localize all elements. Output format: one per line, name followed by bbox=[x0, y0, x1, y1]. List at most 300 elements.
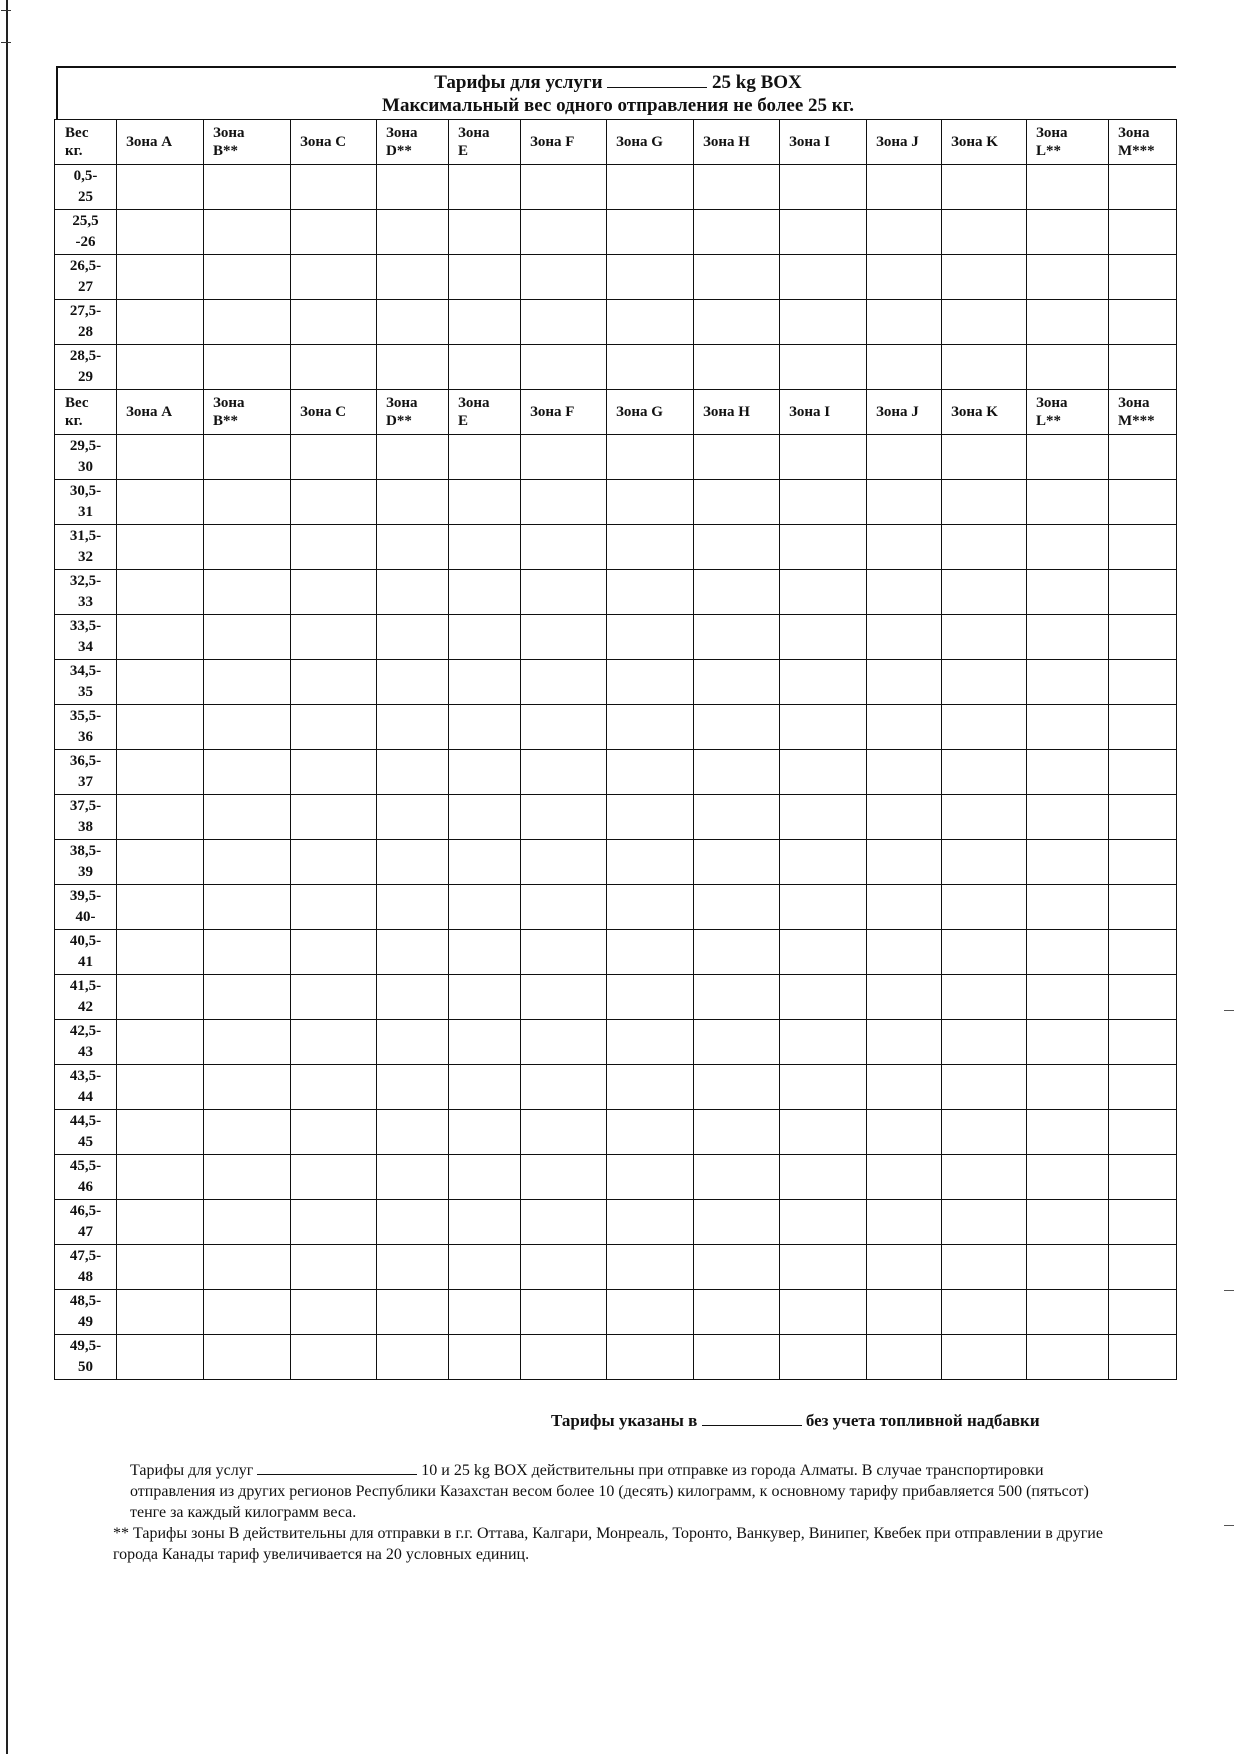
rate-cell[interactable] bbox=[867, 1200, 942, 1245]
rate-cell[interactable] bbox=[942, 255, 1027, 300]
rate-cell[interactable] bbox=[1109, 255, 1177, 300]
rate-cell[interactable] bbox=[521, 1065, 607, 1110]
rate-cell[interactable] bbox=[449, 975, 521, 1020]
rate-cell[interactable] bbox=[780, 660, 867, 705]
rate-cell[interactable] bbox=[377, 1335, 449, 1380]
rate-cell[interactable] bbox=[449, 570, 521, 615]
rate-cell[interactable] bbox=[117, 1200, 204, 1245]
rate-cell[interactable] bbox=[780, 1245, 867, 1290]
rate-cell[interactable] bbox=[607, 435, 694, 480]
rate-cell[interactable] bbox=[291, 615, 377, 660]
rate-cell[interactable] bbox=[521, 525, 607, 570]
rate-cell[interactable] bbox=[204, 750, 291, 795]
rate-cell[interactable] bbox=[204, 840, 291, 885]
rate-cell[interactable] bbox=[449, 1020, 521, 1065]
rate-cell[interactable] bbox=[204, 975, 291, 1020]
rate-cell[interactable] bbox=[449, 255, 521, 300]
rate-cell[interactable] bbox=[291, 660, 377, 705]
rate-cell[interactable] bbox=[377, 1020, 449, 1065]
rate-cell[interactable] bbox=[291, 345, 377, 390]
rate-cell[interactable] bbox=[942, 1245, 1027, 1290]
rate-cell[interactable] bbox=[1109, 930, 1177, 975]
rate-cell[interactable] bbox=[449, 345, 521, 390]
rate-cell[interactable] bbox=[607, 480, 694, 525]
rate-cell[interactable] bbox=[377, 705, 449, 750]
rate-cell[interactable] bbox=[607, 210, 694, 255]
rate-cell[interactable] bbox=[1027, 1335, 1109, 1380]
rate-cell[interactable] bbox=[117, 1335, 204, 1380]
rate-cell[interactable] bbox=[449, 480, 521, 525]
rate-cell[interactable] bbox=[694, 570, 780, 615]
rate-cell[interactable] bbox=[204, 480, 291, 525]
rate-cell[interactable] bbox=[867, 750, 942, 795]
rate-cell[interactable] bbox=[607, 300, 694, 345]
rate-cell[interactable] bbox=[204, 1110, 291, 1155]
rate-cell[interactable] bbox=[607, 795, 694, 840]
rate-cell[interactable] bbox=[942, 525, 1027, 570]
rate-cell[interactable] bbox=[521, 300, 607, 345]
rate-cell[interactable] bbox=[377, 435, 449, 480]
rate-cell[interactable] bbox=[867, 1110, 942, 1155]
rate-cell[interactable] bbox=[607, 1110, 694, 1155]
rate-cell[interactable] bbox=[204, 165, 291, 210]
rate-cell[interactable] bbox=[867, 300, 942, 345]
rate-cell[interactable] bbox=[117, 750, 204, 795]
rate-cell[interactable] bbox=[607, 930, 694, 975]
rate-cell[interactable] bbox=[449, 1245, 521, 1290]
rate-cell[interactable] bbox=[377, 930, 449, 975]
rate-cell[interactable] bbox=[117, 1245, 204, 1290]
rate-cell[interactable] bbox=[377, 255, 449, 300]
rate-cell[interactable] bbox=[449, 930, 521, 975]
rate-cell[interactable] bbox=[521, 1110, 607, 1155]
rate-cell[interactable] bbox=[867, 705, 942, 750]
rate-cell[interactable] bbox=[204, 1245, 291, 1290]
rate-cell[interactable] bbox=[377, 660, 449, 705]
rate-cell[interactable] bbox=[521, 1335, 607, 1380]
rate-cell[interactable] bbox=[867, 480, 942, 525]
rate-cell[interactable] bbox=[291, 210, 377, 255]
rate-cell[interactable] bbox=[291, 975, 377, 1020]
rate-cell[interactable] bbox=[694, 435, 780, 480]
rate-cell[interactable] bbox=[780, 525, 867, 570]
rate-cell[interactable] bbox=[1027, 210, 1109, 255]
rate-cell[interactable] bbox=[449, 1335, 521, 1380]
rate-cell[interactable] bbox=[1027, 300, 1109, 345]
rate-cell[interactable] bbox=[1109, 435, 1177, 480]
rate-cell[interactable] bbox=[1109, 1065, 1177, 1110]
rate-cell[interactable] bbox=[780, 1200, 867, 1245]
rate-cell[interactable] bbox=[942, 660, 1027, 705]
rate-cell[interactable] bbox=[942, 1335, 1027, 1380]
rate-cell[interactable] bbox=[1027, 930, 1109, 975]
rate-cell[interactable] bbox=[521, 1245, 607, 1290]
rate-cell[interactable] bbox=[867, 615, 942, 660]
rate-cell[interactable] bbox=[1027, 885, 1109, 930]
rate-cell[interactable] bbox=[867, 165, 942, 210]
rate-cell[interactable] bbox=[1027, 1020, 1109, 1065]
rate-cell[interactable] bbox=[780, 345, 867, 390]
rate-cell[interactable] bbox=[1027, 975, 1109, 1020]
rate-cell[interactable] bbox=[867, 840, 942, 885]
rate-cell[interactable] bbox=[780, 885, 867, 930]
rate-cell[interactable] bbox=[942, 435, 1027, 480]
rate-cell[interactable] bbox=[942, 570, 1027, 615]
rate-cell[interactable] bbox=[1027, 165, 1109, 210]
rate-cell[interactable] bbox=[694, 210, 780, 255]
rate-cell[interactable] bbox=[1109, 795, 1177, 840]
rate-cell[interactable] bbox=[449, 660, 521, 705]
rate-cell[interactable] bbox=[607, 840, 694, 885]
rate-cell[interactable] bbox=[780, 1065, 867, 1110]
rate-cell[interactable] bbox=[942, 1065, 1027, 1110]
rate-cell[interactable] bbox=[291, 1245, 377, 1290]
rate-cell[interactable] bbox=[291, 885, 377, 930]
rate-cell[interactable] bbox=[204, 1290, 291, 1335]
rate-cell[interactable] bbox=[867, 570, 942, 615]
rate-cell[interactable] bbox=[117, 480, 204, 525]
rate-cell[interactable] bbox=[694, 1065, 780, 1110]
rate-cell[interactable] bbox=[780, 615, 867, 660]
rate-cell[interactable] bbox=[449, 165, 521, 210]
rate-cell[interactable] bbox=[117, 165, 204, 210]
rate-cell[interactable] bbox=[377, 165, 449, 210]
rate-cell[interactable] bbox=[867, 975, 942, 1020]
rate-cell[interactable] bbox=[377, 840, 449, 885]
rate-cell[interactable] bbox=[117, 1155, 204, 1200]
rate-cell[interactable] bbox=[1109, 210, 1177, 255]
rate-cell[interactable] bbox=[1027, 525, 1109, 570]
rate-cell[interactable] bbox=[867, 885, 942, 930]
rate-cell[interactable] bbox=[291, 1110, 377, 1155]
rate-cell[interactable] bbox=[449, 1200, 521, 1245]
rate-cell[interactable] bbox=[521, 1020, 607, 1065]
rate-cell[interactable] bbox=[1109, 840, 1177, 885]
rate-cell[interactable] bbox=[1027, 1155, 1109, 1200]
rate-cell[interactable] bbox=[694, 975, 780, 1020]
rate-cell[interactable] bbox=[942, 1155, 1027, 1200]
rate-cell[interactable] bbox=[1027, 795, 1109, 840]
rate-cell[interactable] bbox=[117, 795, 204, 840]
rate-cell[interactable] bbox=[942, 1200, 1027, 1245]
rate-cell[interactable] bbox=[694, 1335, 780, 1380]
rate-cell[interactable] bbox=[1027, 660, 1109, 705]
rate-cell[interactable] bbox=[204, 345, 291, 390]
rate-cell[interactable] bbox=[521, 1155, 607, 1200]
rate-cell[interactable] bbox=[607, 1200, 694, 1245]
rate-cell[interactable] bbox=[449, 795, 521, 840]
rate-cell[interactable] bbox=[291, 255, 377, 300]
rate-cell[interactable] bbox=[942, 750, 1027, 795]
rate-cell[interactable] bbox=[694, 750, 780, 795]
rate-cell[interactable] bbox=[291, 165, 377, 210]
rate-cell[interactable] bbox=[780, 165, 867, 210]
rate-cell[interactable] bbox=[291, 480, 377, 525]
rate-cell[interactable] bbox=[1109, 705, 1177, 750]
rate-cell[interactable] bbox=[1027, 1245, 1109, 1290]
rate-cell[interactable] bbox=[204, 255, 291, 300]
rate-cell[interactable] bbox=[117, 1020, 204, 1065]
rate-cell[interactable] bbox=[694, 345, 780, 390]
rate-cell[interactable] bbox=[867, 345, 942, 390]
rate-cell[interactable] bbox=[521, 210, 607, 255]
rate-cell[interactable] bbox=[521, 885, 607, 930]
rate-cell[interactable] bbox=[780, 210, 867, 255]
rate-cell[interactable] bbox=[867, 1335, 942, 1380]
rate-cell[interactable] bbox=[780, 750, 867, 795]
rate-cell[interactable] bbox=[867, 255, 942, 300]
rate-cell[interactable] bbox=[1109, 1110, 1177, 1155]
rate-cell[interactable] bbox=[449, 300, 521, 345]
rate-cell[interactable] bbox=[117, 435, 204, 480]
rate-cell[interactable] bbox=[1109, 1335, 1177, 1380]
rate-cell[interactable] bbox=[204, 885, 291, 930]
rate-cell[interactable] bbox=[1109, 570, 1177, 615]
rate-cell[interactable] bbox=[607, 1335, 694, 1380]
rate-cell[interactable] bbox=[204, 210, 291, 255]
rate-cell[interactable] bbox=[117, 930, 204, 975]
rate-cell[interactable] bbox=[607, 1290, 694, 1335]
rate-cell[interactable] bbox=[694, 255, 780, 300]
rate-cell[interactable] bbox=[291, 705, 377, 750]
rate-cell[interactable] bbox=[1027, 750, 1109, 795]
rate-cell[interactable] bbox=[1027, 480, 1109, 525]
rate-cell[interactable] bbox=[449, 840, 521, 885]
rate-cell[interactable] bbox=[291, 1290, 377, 1335]
rate-cell[interactable] bbox=[291, 750, 377, 795]
rate-cell[interactable] bbox=[867, 1245, 942, 1290]
rate-cell[interactable] bbox=[780, 1335, 867, 1380]
rate-cell[interactable] bbox=[942, 930, 1027, 975]
rate-cell[interactable] bbox=[204, 1065, 291, 1110]
rate-cell[interactable] bbox=[694, 660, 780, 705]
rate-cell[interactable] bbox=[942, 210, 1027, 255]
rate-cell[interactable] bbox=[694, 480, 780, 525]
rate-cell[interactable] bbox=[694, 300, 780, 345]
rate-cell[interactable] bbox=[204, 1335, 291, 1380]
rate-cell[interactable] bbox=[521, 615, 607, 660]
rate-cell[interactable] bbox=[780, 840, 867, 885]
rate-cell[interactable] bbox=[780, 975, 867, 1020]
rate-cell[interactable] bbox=[521, 165, 607, 210]
rate-cell[interactable] bbox=[867, 1290, 942, 1335]
rate-cell[interactable] bbox=[204, 795, 291, 840]
rate-cell[interactable] bbox=[694, 705, 780, 750]
rate-cell[interactable] bbox=[117, 975, 204, 1020]
rate-cell[interactable] bbox=[607, 1155, 694, 1200]
rate-cell[interactable] bbox=[1027, 1200, 1109, 1245]
rate-cell[interactable] bbox=[521, 1290, 607, 1335]
rate-cell[interactable] bbox=[449, 210, 521, 255]
rate-cell[interactable] bbox=[942, 300, 1027, 345]
rate-cell[interactable] bbox=[607, 1065, 694, 1110]
rate-cell[interactable] bbox=[1027, 255, 1109, 300]
rate-cell[interactable] bbox=[291, 1155, 377, 1200]
rate-cell[interactable] bbox=[377, 1155, 449, 1200]
rate-cell[interactable] bbox=[1109, 480, 1177, 525]
rate-cell[interactable] bbox=[204, 930, 291, 975]
rate-cell[interactable] bbox=[1109, 165, 1177, 210]
rate-cell[interactable] bbox=[204, 300, 291, 345]
rate-cell[interactable] bbox=[377, 1290, 449, 1335]
rate-cell[interactable] bbox=[780, 435, 867, 480]
rate-cell[interactable] bbox=[1109, 885, 1177, 930]
rate-cell[interactable] bbox=[867, 1155, 942, 1200]
rate-cell[interactable] bbox=[521, 660, 607, 705]
rate-cell[interactable] bbox=[942, 1290, 1027, 1335]
rate-cell[interactable] bbox=[291, 300, 377, 345]
rate-cell[interactable] bbox=[1027, 615, 1109, 660]
rate-cell[interactable] bbox=[1109, 345, 1177, 390]
rate-cell[interactable] bbox=[780, 1020, 867, 1065]
rate-cell[interactable] bbox=[204, 1155, 291, 1200]
rate-cell[interactable] bbox=[204, 525, 291, 570]
rate-cell[interactable] bbox=[607, 660, 694, 705]
rate-cell[interactable] bbox=[867, 930, 942, 975]
rate-cell[interactable] bbox=[449, 885, 521, 930]
rate-cell[interactable] bbox=[607, 750, 694, 795]
rate-cell[interactable] bbox=[117, 570, 204, 615]
rate-cell[interactable] bbox=[521, 255, 607, 300]
rate-cell[interactable] bbox=[117, 840, 204, 885]
rate-cell[interactable] bbox=[607, 255, 694, 300]
rate-cell[interactable] bbox=[867, 660, 942, 705]
rate-cell[interactable] bbox=[942, 165, 1027, 210]
rate-cell[interactable] bbox=[521, 840, 607, 885]
rate-cell[interactable] bbox=[607, 525, 694, 570]
rate-cell[interactable] bbox=[694, 795, 780, 840]
rate-cell[interactable] bbox=[867, 1020, 942, 1065]
rate-cell[interactable] bbox=[204, 1200, 291, 1245]
rate-cell[interactable] bbox=[291, 840, 377, 885]
rate-cell[interactable] bbox=[942, 1020, 1027, 1065]
rate-cell[interactable] bbox=[607, 1245, 694, 1290]
rate-cell[interactable] bbox=[291, 435, 377, 480]
rate-cell[interactable] bbox=[780, 705, 867, 750]
rate-cell[interactable] bbox=[1027, 705, 1109, 750]
rate-cell[interactable] bbox=[1027, 1065, 1109, 1110]
rate-cell[interactable] bbox=[377, 1200, 449, 1245]
rate-cell[interactable] bbox=[377, 885, 449, 930]
rate-cell[interactable] bbox=[449, 1065, 521, 1110]
rate-cell[interactable] bbox=[117, 1065, 204, 1110]
rate-cell[interactable] bbox=[291, 1200, 377, 1245]
rate-cell[interactable] bbox=[1027, 435, 1109, 480]
rate-cell[interactable] bbox=[291, 570, 377, 615]
rate-cell[interactable] bbox=[867, 210, 942, 255]
rate-cell[interactable] bbox=[607, 1020, 694, 1065]
rate-cell[interactable] bbox=[694, 840, 780, 885]
rate-cell[interactable] bbox=[942, 840, 1027, 885]
rate-cell[interactable] bbox=[942, 705, 1027, 750]
rate-cell[interactable] bbox=[521, 705, 607, 750]
rate-cell[interactable] bbox=[867, 435, 942, 480]
rate-cell[interactable] bbox=[117, 705, 204, 750]
rate-cell[interactable] bbox=[449, 525, 521, 570]
rate-cell[interactable] bbox=[780, 795, 867, 840]
rate-cell[interactable] bbox=[291, 1020, 377, 1065]
rate-cell[interactable] bbox=[942, 480, 1027, 525]
rate-cell[interactable] bbox=[694, 1200, 780, 1245]
rate-cell[interactable] bbox=[1027, 570, 1109, 615]
rate-cell[interactable] bbox=[449, 705, 521, 750]
rate-cell[interactable] bbox=[780, 930, 867, 975]
rate-cell[interactable] bbox=[780, 255, 867, 300]
rate-cell[interactable] bbox=[449, 615, 521, 660]
rate-cell[interactable] bbox=[377, 210, 449, 255]
rate-cell[interactable] bbox=[204, 435, 291, 480]
rate-cell[interactable] bbox=[694, 1110, 780, 1155]
rate-cell[interactable] bbox=[291, 930, 377, 975]
rate-cell[interactable] bbox=[377, 615, 449, 660]
rate-cell[interactable] bbox=[204, 705, 291, 750]
rate-cell[interactable] bbox=[694, 885, 780, 930]
rate-cell[interactable] bbox=[1027, 1290, 1109, 1335]
rate-cell[interactable] bbox=[867, 795, 942, 840]
rate-cell[interactable] bbox=[117, 660, 204, 705]
rate-cell[interactable] bbox=[607, 570, 694, 615]
rate-cell[interactable] bbox=[377, 480, 449, 525]
rate-cell[interactable] bbox=[117, 525, 204, 570]
rate-cell[interactable] bbox=[377, 1065, 449, 1110]
rate-cell[interactable] bbox=[449, 750, 521, 795]
rate-cell[interactable] bbox=[291, 1065, 377, 1110]
rate-cell[interactable] bbox=[117, 255, 204, 300]
rate-cell[interactable] bbox=[449, 1155, 521, 1200]
rate-cell[interactable] bbox=[607, 975, 694, 1020]
rate-cell[interactable] bbox=[694, 1155, 780, 1200]
rate-cell[interactable] bbox=[1109, 1245, 1177, 1290]
rate-cell[interactable] bbox=[780, 1155, 867, 1200]
rate-cell[interactable] bbox=[1027, 840, 1109, 885]
rate-cell[interactable] bbox=[867, 525, 942, 570]
rate-cell[interactable] bbox=[117, 1290, 204, 1335]
rate-cell[interactable] bbox=[1109, 1290, 1177, 1335]
rate-cell[interactable] bbox=[780, 480, 867, 525]
rate-cell[interactable] bbox=[377, 795, 449, 840]
rate-cell[interactable] bbox=[521, 975, 607, 1020]
rate-cell[interactable] bbox=[204, 615, 291, 660]
rate-cell[interactable] bbox=[942, 795, 1027, 840]
rate-cell[interactable] bbox=[1109, 300, 1177, 345]
rate-cell[interactable] bbox=[117, 300, 204, 345]
rate-cell[interactable] bbox=[377, 300, 449, 345]
rate-cell[interactable] bbox=[607, 885, 694, 930]
rate-cell[interactable] bbox=[117, 885, 204, 930]
rate-cell[interactable] bbox=[521, 345, 607, 390]
rate-cell[interactable] bbox=[521, 1200, 607, 1245]
rate-cell[interactable] bbox=[1109, 1200, 1177, 1245]
rate-cell[interactable] bbox=[117, 345, 204, 390]
rate-cell[interactable] bbox=[377, 525, 449, 570]
rate-cell[interactable] bbox=[377, 345, 449, 390]
rate-cell[interactable] bbox=[204, 660, 291, 705]
rate-cell[interactable] bbox=[1109, 615, 1177, 660]
rate-cell[interactable] bbox=[449, 1110, 521, 1155]
rate-cell[interactable] bbox=[521, 480, 607, 525]
rate-cell[interactable] bbox=[521, 795, 607, 840]
rate-cell[interactable] bbox=[780, 570, 867, 615]
rate-cell[interactable] bbox=[377, 750, 449, 795]
rate-cell[interactable] bbox=[1109, 660, 1177, 705]
rate-cell[interactable] bbox=[1109, 750, 1177, 795]
rate-cell[interactable] bbox=[377, 1110, 449, 1155]
rate-cell[interactable] bbox=[942, 975, 1027, 1020]
rate-cell[interactable] bbox=[1027, 345, 1109, 390]
rate-cell[interactable] bbox=[204, 1020, 291, 1065]
rate-cell[interactable] bbox=[377, 1245, 449, 1290]
rate-cell[interactable] bbox=[694, 165, 780, 210]
